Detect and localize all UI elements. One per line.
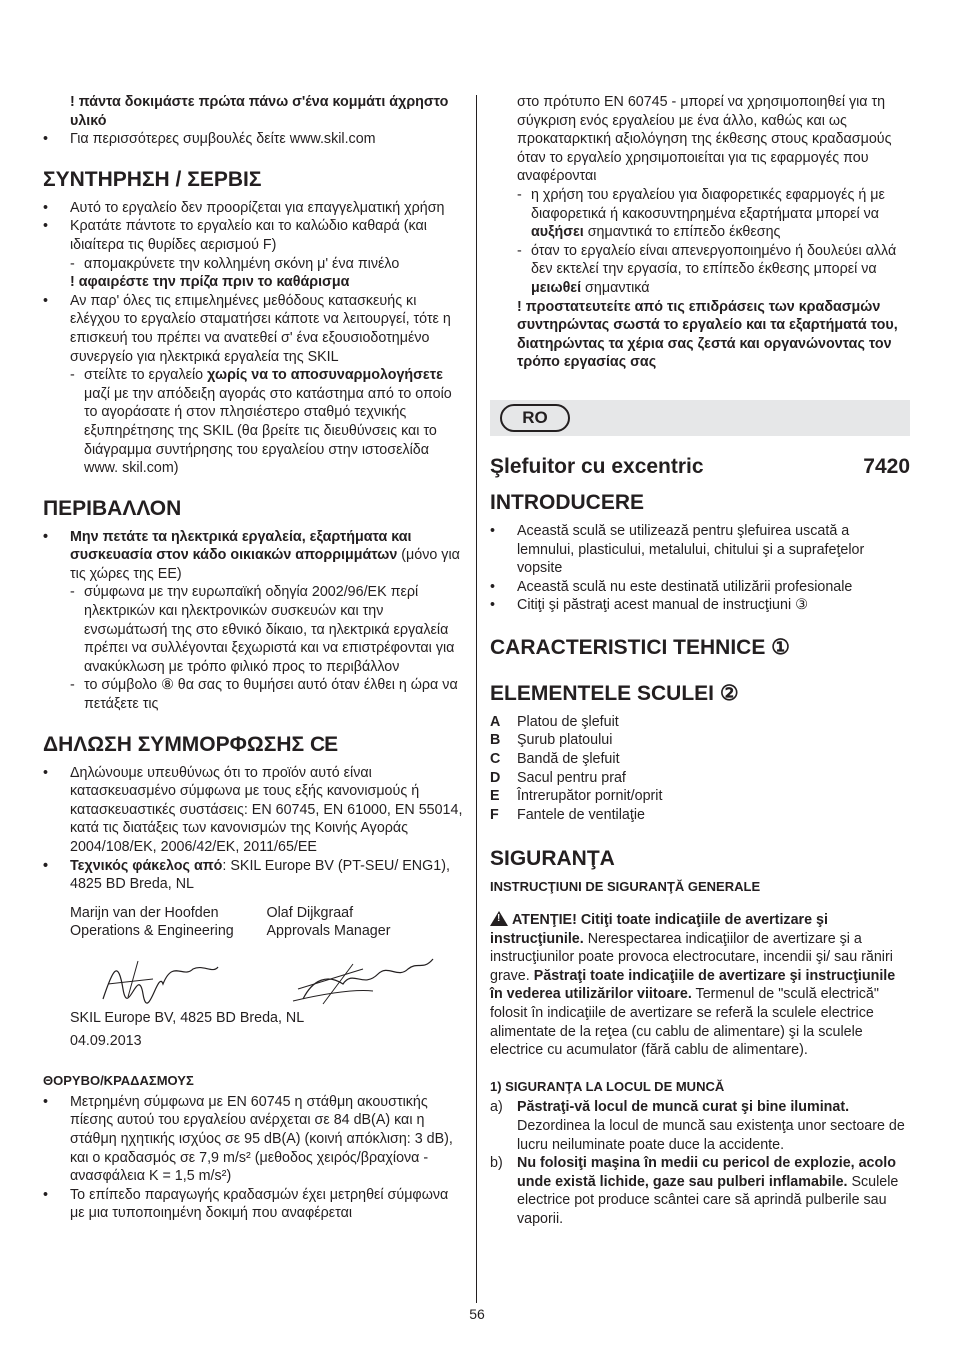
language-badge: RO [500, 404, 570, 432]
bullet-item: • Αυτό το εργαλείο δεν προορίζεται για επαγγελματική χρήση [43, 199, 445, 216]
dash-item: - όταν το εργαλείο είναι απενεργοποιημένο ή δουλεύει αλλά δεν εκτελεί την εργασία, το επίπεδο έκθεσης μπορεί να μειωθεί σημαντικά [517, 242, 897, 296]
date: 04.09.2013 [70, 1032, 142, 1049]
element-item: D Sacul pentru praf [490, 769, 626, 786]
section-title-elements: ELEMENTELE SCULEI ② [490, 681, 739, 705]
dash-item: - στείλτε το εργαλείο χωρίς να το αποσυναρμολογήσετε μαζί με την απόδειξη αγοράς στο κατάστημα από το οποίο το αγοράσατε ή στον πλησιέστερο σταθμό τεχνικής εξυπηρέτησης της SKIL (θα βρείτε τις διευθύνσεις και το διάγραμμα συντήρησης του εργαλείου στην ιστοσελίδα www. skil.com) [70, 367, 452, 477]
bullet-item: • Το επίπεδο παραγωγής κραδασμών έχει μετρηθεί σύμφωνα με μια τυποποιημένη δοκιμή που αναφέρεται [43, 1186, 449, 1222]
subheading: INSTRUCŢIUNI DE SIGURANŢĂ GENERALE [490, 879, 761, 895]
signature-image [283, 949, 453, 1009]
warning-triangle-icon: ! [490, 911, 508, 926]
section-title-safety: SIGURANŢA [490, 847, 615, 871]
ce-mark: CE [309, 732, 338, 756]
dash-item: - η χρήση του εργαλείου για διαφορετικές εφαρμογές ή με διαφορετικά ή κακοσυντηρημένα εξαρτήματα μπορεί να αυξήσει σημαντικά το επίπεδο έκθεσης [517, 186, 885, 241]
element-item: E Întrerupător pornit/oprit [490, 788, 663, 805]
left-column [43, 93, 463, 1223]
signatures [93, 949, 463, 1009]
bullet-item: • Această sculă nu este destinată utilizării profesionale [490, 578, 853, 595]
bullet-item: • Citiţi şi păstraţi acest manual de instrucţiuni ③ [490, 597, 808, 614]
right-column [490, 93, 910, 1229]
warning-line: ! αφαιρέστε την πρίζα πριν το καθάρισμα [70, 274, 350, 291]
section-title-environment: ΠΕΡΙΒΑΛΛΟΝ [43, 496, 182, 520]
section-title-tech: CARACTERISTICI TEHNICE ① [490, 635, 790, 659]
bullet-item: • Δηλώνουμε υπευθύνως ότι το προϊόν αυτό είναι κατασκευασμένο σύμφωνα με τους εξής κανονισμούς ή κατασκευαστικές συστάσεις: EN 60745, EN 61000, EN 55014, κατά τις διατάξεις των κανονισμών της Κοινής Αγοράς 2004/108/EK, 2006/42/EK, 2011/65/EE [43, 764, 463, 855]
element-item: A Platou de şlefuit [490, 713, 619, 730]
warning-line: ! πάντα δοκιμάστε πρώτα πάνω σ'ένα κομμάτι άχρηστο υλικό [70, 94, 449, 129]
product-title: Şlefuitor cu excentric 7420 [490, 454, 910, 478]
signatories: Marijn van der Hoofden Operations & Engineering Olaf Dijkgraaf Approvals Manager [70, 904, 391, 940]
elements-list [490, 713, 910, 825]
paragraph: στο πρότυπο EN 60745 - μπορεί να χρησιμοποιηθεί για τη σύγκριση ενός εργαλείου με ένα άλλο, καθώς και ως προκαταρκτική αξιολόγηση της έκθεσης στους κραδασμούς όταν το εργαλείο χρησιμοποιείται για τις εφαρμογές που αναφέρονται [517, 94, 892, 185]
subheading: 1) SIGURANŢA LA LOCUL DE MUNCĂ [490, 1078, 725, 1094]
section-title-intro: INTRODUCERE [490, 490, 645, 514]
language-band [490, 400, 910, 436]
bullet-item: • Μετρημένη σύμφωνα με EN 60745 η στάθμη ακουστικής πίεσης αυτού του εργαλείου ανέρχεται σε 84 dB(A) και η στάθμη ηχητικής ισχύος σε 95 dB(A) (κοινή απόκλιση: 3 dB), και ο κραδασμός σε 7,9 m/s² (μεθοδος χειρός/βραχίονα - ανασφάλεια K = 1,5 m/s²) [43, 1093, 453, 1185]
company-address: SKIL Europe BV, 4825 BD Breda, NL [70, 1009, 305, 1026]
element-item: C Bandă de şlefuit [490, 751, 620, 768]
element-item: F Fantele de ventilaţie [490, 806, 645, 823]
dash-item: - σύμφωνα με την ευρωπαϊκή οδηγία 2002/96/ΕΚ περί ηλεκτρικών και ηλεκτρονικών συσκευών και την ενσωμάτωσή της στο εθνικό δίκαιο, τα ηλεκτρικά εργαλεία πρέπει να συλλέγονται ξεχωριστά και να επιστρέφονται για ανακύκλωση με τρόπο φιλικό προς το περιβάλλον [70, 584, 455, 675]
section-title-noise: ΘΟΡΥΒΟ/ΚΡΑΔΑΣΜΟΥΣ [43, 1073, 194, 1089]
element-item: B Şurub platoului [490, 732, 613, 749]
bullet-item: • Această sculă se utilizează pentru şlefuirea uscată a lemnului, plasticului, metalului, chitului şi a suprafeţelor vopsite [490, 522, 865, 577]
column-divider [476, 95, 477, 1303]
safety-paragraph: ! ATENŢIE! Citiţi toate indicaţiile de avertizare şi instrucţiunile. Nerespectarea indicaţiilor de avertizare şi a instrucţiunilor poate provoca electrocutare, incendii şi/ sau răniri grave. Păstraţi toate indicaţiile de avertizare şi instrucţiunile în vederea utilizărilor viitoare. Termenul de "sculă electrică" folosit în indicaţiile de avertizare se referă la sculele electrice alimentate de la reţea (cu cablu de alimentare) şi la sculele electrice cu acumulator (fără cablu de alimentare). [490, 912, 896, 1059]
section-title-service: ΣΥΝΤΗΡΗΣΗ / ΣΕΡΒΙΣ [43, 167, 262, 191]
section-title-conformity: ΔΗΛΩΣΗ ΣΥΜΜΟΡΦΩΣΗΣ CE [43, 732, 338, 756]
page-number: 56 [469, 1306, 485, 1322]
bullet-item: • Μην πετάτε τα ηλεκτρικά εργαλεία, εξαρτήματα και συσκευασία στον κάδο οικιακών απορριμμάτων (μόνο για τις χώρες της ΕΕ) [43, 528, 460, 582]
bullet-item: • Κρατάτε πάντοτε το εργαλείο και το καλώδιο καθαρά (και ιδιαίτερα τις θυρίδες αερισμού F) [43, 218, 427, 253]
list-item: b) Nu folosiţi maşina în medii cu pericol de explozie, acolo unde există lichide, gaze sau pulberi inflamabile. Sculele electrice pot produce scântei care să aprindă pulberile sau vaporii. [490, 1155, 899, 1227]
bullet-item: • Τεχνικός φάκελος από: SKIL Europe BV (PT-SEU/ ENG1), 4825 BD Breda, NL [43, 857, 450, 893]
signature-image [93, 949, 263, 1009]
dash-item: - απομακρύνετε την κολλημένη σκόνη μ' ένα πινέλο [70, 255, 400, 272]
bullet-item: • Για περισσότερες συμβουλές δείτε www.skil.com [43, 131, 376, 148]
list-item: a) Păstraţi-vă locul de muncă curat şi bine iluminat. Dezordinea la locul de muncă sau existenţa unor sectoare de lucru neiluminate poate duce la accidente. [490, 1099, 905, 1153]
bullet-item: • Αν παρ' όλες τις επιμελημένες μεθόδους κατασκευής κι ελέγχου το εργαλείο σταματήσει κάποτε να λειτουργεί, τότε η επισκευή του πρέπει να ανατεθεί σ' ένα εξουσιοδοτημένο συνεργείο για ηλεκτρικά εργαλεία της SKIL [43, 292, 451, 365]
warning-line: ! προστατευτείτε από τις επιδράσεις των κραδασμών συντηρώντας σωστά το εργαλείο και τα εξαρτήματά του, διατηρώντας τα χέρια σας ζεστά και οργανώνοντας τον τρόπο εργασίας σας [517, 298, 898, 371]
dash-item: - το σύμβολο ⑧ θα σας το θυμήσει αυτό όταν έλθει η ώρα να πετάξετε τις [70, 677, 458, 713]
